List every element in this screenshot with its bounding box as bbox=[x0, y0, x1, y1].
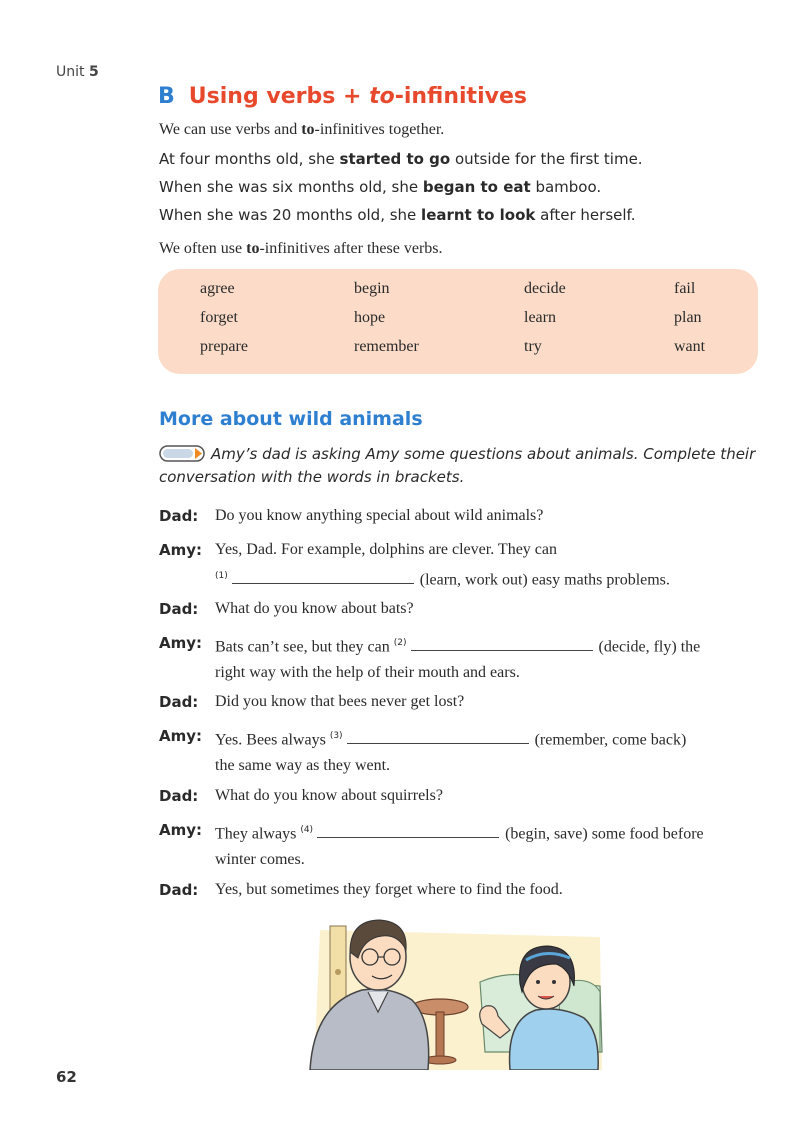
verb-item: prepare bbox=[200, 338, 248, 355]
example-line: At four months old, she started to go outside for the first time. bbox=[159, 150, 643, 168]
example-line: When she was six months old, she began to eat bamboo. bbox=[159, 178, 602, 196]
verb-box bbox=[158, 269, 758, 374]
activity-heading: More about wild animals bbox=[159, 408, 423, 430]
answer-blank-2[interactable] bbox=[411, 636, 593, 651]
speaker-label: Dad: bbox=[159, 881, 199, 899]
verb-item: want bbox=[674, 338, 706, 355]
page-number: 62 bbox=[56, 1068, 77, 1086]
verb-item: forget bbox=[200, 309, 238, 326]
verb-item: fail bbox=[674, 280, 696, 297]
verb-item: decide bbox=[524, 280, 566, 297]
verb-item: plan bbox=[674, 309, 702, 326]
speaker-label: Dad: bbox=[159, 693, 199, 711]
answer-blank-1[interactable] bbox=[232, 569, 414, 584]
unit-label: Unit 5 bbox=[56, 64, 99, 80]
verb-item: hope bbox=[354, 309, 386, 326]
speaker-label: Amy: bbox=[159, 727, 203, 745]
section-title: B Using verbs + to-infinitives bbox=[158, 84, 527, 109]
activity-instruction: Amy’s dad is asking Amy some questions about animals. Complete their conversation with the words in brackets. bbox=[159, 445, 756, 486]
dad-and-amy-illustration bbox=[300, 912, 605, 1070]
speaker-label: Amy: bbox=[159, 634, 203, 652]
verb-item: agree bbox=[200, 280, 235, 297]
verb-item: try bbox=[524, 338, 542, 355]
speaker-label: Dad: bbox=[159, 600, 199, 618]
answer-blank-4[interactable] bbox=[317, 823, 499, 838]
intro-line: We can use verbs and to-infinitives together. bbox=[159, 121, 445, 138]
example-line: When she was 20 months old, she learnt to look after herself. bbox=[159, 206, 636, 224]
speaker-label: Dad: bbox=[159, 507, 199, 525]
often-line: We often use to-infinitives after these verbs. bbox=[159, 240, 443, 257]
verb-item: begin bbox=[354, 280, 390, 297]
verb-item: learn bbox=[524, 309, 556, 326]
speaker-label: Amy: bbox=[159, 821, 203, 839]
speaker-label: Amy: bbox=[159, 541, 203, 559]
verb-item: remember bbox=[354, 338, 419, 355]
answer-blank-3[interactable] bbox=[347, 729, 529, 744]
speaker-label: Dad: bbox=[159, 787, 199, 805]
